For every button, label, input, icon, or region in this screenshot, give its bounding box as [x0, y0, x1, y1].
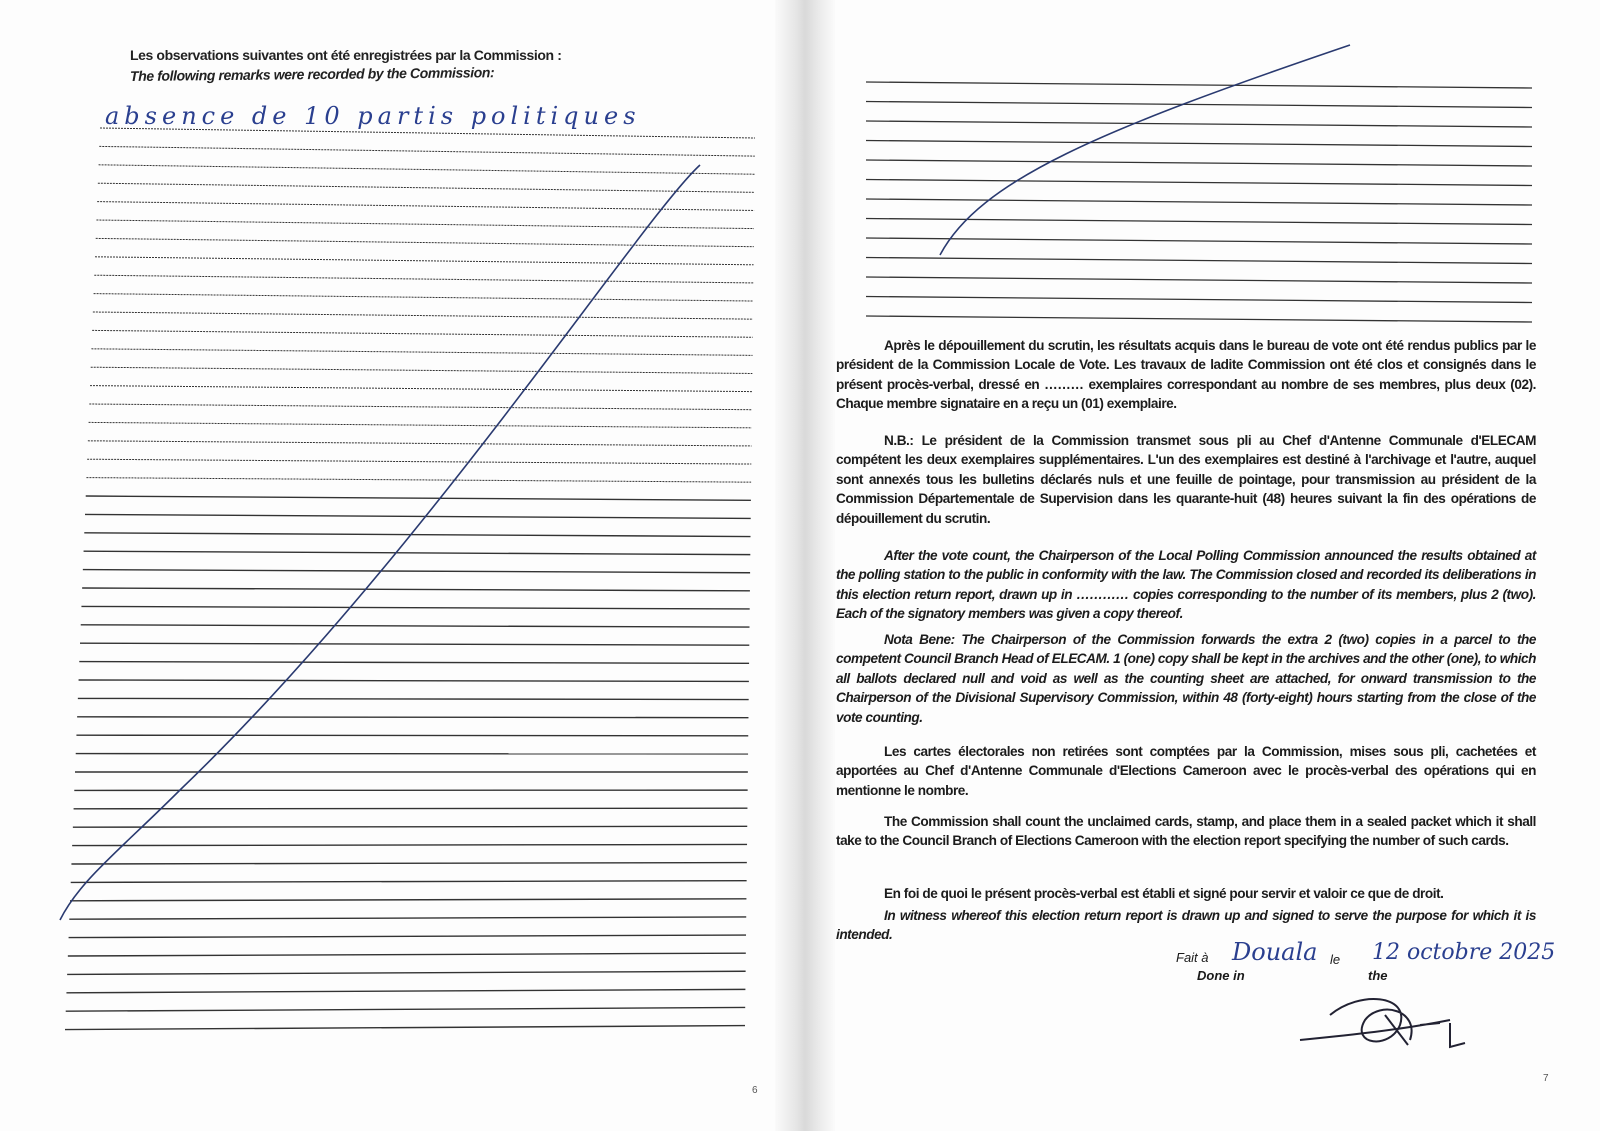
ruled-line [91, 349, 752, 356]
ruled-line [96, 238, 754, 246]
ruled-line [91, 367, 753, 373]
ruled-line [67, 971, 745, 974]
ruled-line [97, 202, 754, 211]
ruled-line [866, 238, 1532, 244]
ruled-line [68, 953, 746, 956]
ruled-line [99, 165, 755, 174]
paragraph-witness-en: In witness whereof this election return report is drawn up and signed to serve the purpose for which it is intended. [836, 908, 1536, 943]
ruled-line [66, 1007, 745, 1011]
ruled-line [86, 478, 751, 483]
ruled-line [94, 294, 754, 301]
paragraph-witness-fr: En foi de quoi le présent procès-verbal est établi et signé pour servir et valoir ce que de droit. [884, 886, 1444, 901]
ruled-line [73, 826, 747, 827]
page-number-right: 7 [1543, 1073, 1549, 1084]
ruled-line [88, 441, 752, 446]
ruled-line [89, 422, 752, 427]
ruled-line [83, 570, 750, 573]
page-number-left: 6 [752, 1085, 758, 1096]
ruled-line [78, 698, 749, 699]
ruled-line [96, 220, 754, 229]
ruled-line [69, 935, 746, 938]
ruled-line [99, 146, 755, 156]
the-label: the [1368, 968, 1388, 983]
ruled-line [866, 199, 1532, 205]
handwritten-remark: absence de 10 partis politiques [105, 102, 641, 130]
ruled-line [81, 606, 749, 609]
paragraph-nota-bene-en: Nota Bene: The Chairperson of the Commission forwards the extra 2 (two) copies in a parcel to the competent Council Branch Head of ELECAM. 1 (one) copy shall be kept in the archives and the other (one), to which all ballots declared null and void as well as the counting sheet are attached, for onward transmission to the Chairperson of the Divisional Supervisory Commission, within 48 (forty-eight) hours starting from the close of the vote counting. [836, 632, 1536, 725]
ruled-line [866, 141, 1532, 147]
ruled-line [92, 330, 753, 337]
ruled-line [65, 1026, 745, 1030]
observations-heading-en: The following remarks were recorded by the Commission: [129, 64, 495, 84]
ruled-line [866, 316, 1532, 322]
ruled-line [866, 82, 1532, 88]
ruled-line [81, 625, 750, 627]
ruled-line [866, 277, 1532, 283]
ruled-line [71, 863, 746, 864]
paragraph-nb-fr: N.B.: Le président de la Commission transmet sous pli au Chef d'Antenne Communale d'ELECAM compétent les deux exemplaires supplémentaires. L'un des exemplaires est destiné à l'archivage et l'autre, auquel sont annexés tous les bulletins déclarés nuls et une feuille de pointage, pour transmission au président de la Commission Départementale de Supervision dans les quarante-huit (48) heures suivant la fin des opérations de dépouillement du scrutin. [836, 433, 1536, 526]
fait-a-label: Fait à [1176, 950, 1209, 965]
ruled-line [77, 717, 748, 718]
done-in-label: Done in [1197, 968, 1245, 983]
ruled-line [72, 844, 747, 845]
ruled-line [84, 533, 750, 537]
ruled-line [66, 989, 745, 992]
ruled-line [76, 735, 748, 736]
ruled-line [93, 312, 753, 319]
ruled-line [71, 881, 747, 883]
ruled-line [866, 102, 1532, 108]
ruled-line [87, 459, 751, 464]
ruled-line [95, 257, 754, 265]
signature-icon [1290, 985, 1470, 1070]
le-label: le [1330, 952, 1341, 967]
ruled-line [69, 917, 746, 919]
ruled-line [90, 386, 752, 392]
paragraph-cards-en: The Commission shall count the unclaimed cards, stamp, and place them in a sealed packet which it shall take to the Council Branch of Elections Cameroon with the election report specifying the number of such cards. [836, 814, 1536, 849]
ruled-line [866, 297, 1532, 303]
ruled-line [85, 514, 751, 518]
observations-heading-fr: Les observations suivantes ont été enregistrées par la Commission : [130, 47, 562, 63]
ruled-line [94, 275, 753, 283]
ruled-line [79, 680, 749, 681]
ruled-line [866, 121, 1532, 127]
ruled-line [80, 643, 749, 645]
ruled-line [89, 404, 752, 410]
ruled-line [86, 496, 751, 500]
paragraph-results-en: After the vote count, the Chairperson of the Local Polling Commission announced the results obtained at the polling station to the public in conformity with the law. The Commission closed and recorded its deliberations in this election return report, drawn up in ………… copies corresponding to the number of its members, plus 2 (two). Each of the signatory members was given a copy thereof. [836, 548, 1536, 622]
paragraph-results-fr: Après le dépouillement du scrutin, les résultats acquis dans le bureau de vote ont été rendus publics par le président de la Commission Locale de Vote. Les travaux de ladite Commission ont été clos et consignés dans le présent procès-verbal, dressé en ……… exemplaires correspondant au nombre de ses membres, plus deux (02). Chaque membre signataire en a reçu un (01) exemplaire. [836, 338, 1536, 412]
ruled-line [74, 808, 748, 809]
handwritten-date: 12 octobre 2025 [1372, 940, 1556, 965]
ruled-line [866, 258, 1532, 264]
paragraph-cards-fr: Les cartes électorales non retirées sont comptées par la Commission, mises sous pli, cachetées et apportées au Chef d'Antenne Communale d'Elections Cameroon avec le procès-verbal des opérations qui en mentionne le nombre. [836, 744, 1536, 798]
cross-out-stroke [940, 45, 1350, 255]
ruled-line [84, 551, 751, 554]
ruled-line [98, 183, 755, 192]
handwritten-place: Douala [1232, 938, 1318, 966]
ruled-line [866, 180, 1532, 186]
ruled-line [70, 899, 746, 901]
ruled-line [82, 588, 750, 591]
ruled-line [79, 662, 749, 664]
ruled-line [866, 160, 1532, 166]
